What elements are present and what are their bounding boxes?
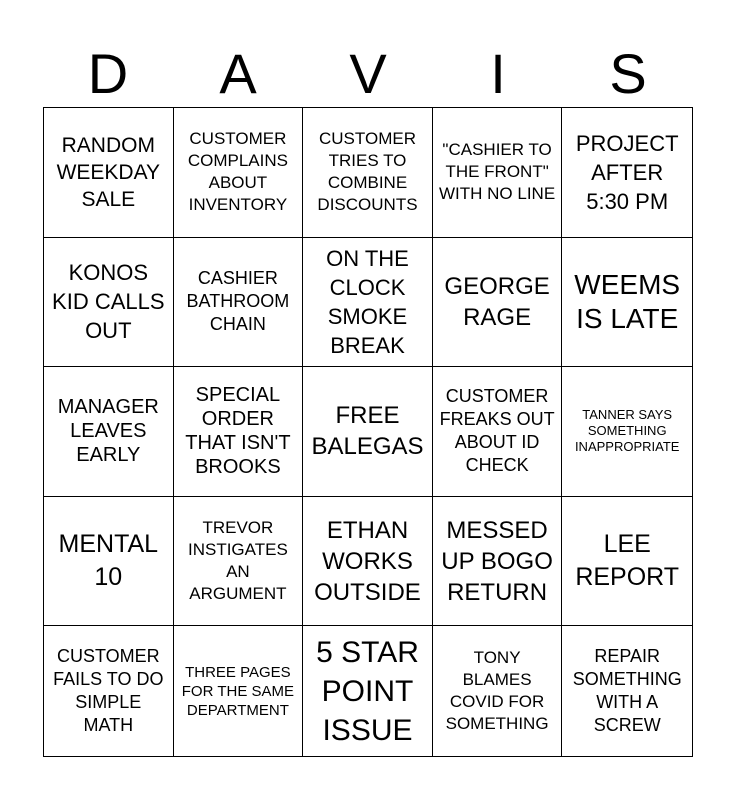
bingo-cell[interactable]: MANAGER LEAVES EARLY bbox=[44, 367, 174, 497]
bingo-cell[interactable]: GEORGE RAGE bbox=[433, 238, 563, 368]
bingo-cell[interactable]: "CASHIER TO THE FRONT" WITH NO LINE bbox=[433, 108, 563, 238]
bingo-cell[interactable]: 5 STAR POINT ISSUE bbox=[303, 626, 433, 756]
bingo-cell[interactable]: TANNER SAYS SOMETHING INAPPROPRIATE bbox=[562, 367, 692, 497]
header-letter-d: D bbox=[87, 42, 129, 105]
bingo-cell[interactable]: KONOS KID CALLS OUT bbox=[44, 238, 174, 368]
header-letter-a: A bbox=[219, 42, 257, 105]
bingo-cell[interactable]: THREE PAGES FOR THE SAME DEPARTMENT bbox=[174, 626, 304, 756]
bingo-cell[interactable]: TONY BLAMES COVID FOR SOMETHING bbox=[433, 626, 563, 756]
header-letter-i: I bbox=[490, 42, 506, 105]
bingo-cell[interactable]: PROJECT AFTER 5:30 PM bbox=[562, 108, 692, 238]
bingo-cell[interactable]: CUSTOMER FREAKS OUT ABOUT ID CHECK bbox=[433, 367, 563, 497]
bingo-cell[interactable]: FREE BALEGAS bbox=[303, 367, 433, 497]
bingo-board bbox=[43, 107, 693, 757]
bingo-cell[interactable]: CUSTOMER TRIES TO COMBINE DISCOUNTS bbox=[303, 108, 433, 238]
bingo-cell[interactable]: REPAIR SOMETHING WITH A SCREW bbox=[572, 646, 682, 736]
bingo-cell[interactable]: LEE REPORT bbox=[562, 497, 692, 627]
bingo-cell[interactable]: ON THE CLOCK SMOKE BREAK bbox=[303, 238, 433, 368]
bingo-cell[interactable]: RANDOM WEEKDAY SALE bbox=[44, 108, 174, 238]
bingo-cell[interactable]: CUSTOMER COMPLAINS ABOUT INVENTORY bbox=[174, 108, 304, 238]
bingo-cell[interactable]: WEEMS IS LATE bbox=[562, 238, 692, 368]
header-letter-s: S bbox=[609, 42, 647, 105]
bingo-cell[interactable]: ETHAN WORKS OUTSIDE bbox=[303, 497, 433, 627]
bingo-cell[interactable]: MESSED UP BOGO RETURN bbox=[433, 497, 563, 627]
bingo-cell[interactable]: MENTAL 10 bbox=[44, 497, 174, 627]
bingo-cell[interactable]: CASHIER BATHROOM CHAIN bbox=[174, 238, 304, 368]
header-letter-v: V bbox=[349, 42, 387, 105]
bingo-cell[interactable]: TREVOR INSTIGATES AN ARGUMENT bbox=[174, 497, 304, 627]
bingo-header bbox=[43, 40, 693, 108]
bingo-cell[interactable]: CUSTOMER FAILS TO DO SIMPLE MATH bbox=[44, 626, 174, 756]
bingo-cell[interactable]: SPECIAL ORDER THAT ISN'T BROOKS bbox=[174, 367, 304, 497]
